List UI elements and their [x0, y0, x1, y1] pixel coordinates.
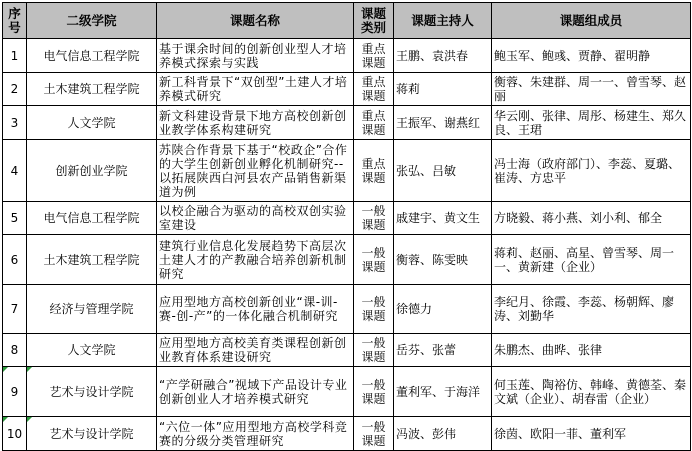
cell-title: 以校企融合为驱动的高校双创实验室建设 — [157, 202, 354, 235]
cell-members: 衡蓉、朱建群、周一一、曾雪琴、赵丽 — [492, 73, 691, 106]
header-host: 课题主持人 — [394, 3, 492, 39]
cell-category: 重点课题 — [354, 106, 394, 140]
cell-title: 苏陕合作背景下基于“校政企”合作的大学生创新创业孵化机制研究--以拓展陕西白河县农产品销售新渠道为例 — [157, 140, 354, 202]
cell-host: 蒋莉 — [394, 73, 492, 106]
table-row — [3, 140, 691, 202]
cell-num — [3, 367, 27, 417]
cell-host: 冯波、彭伟 — [394, 417, 492, 451]
cell-members: 李纪月、徐霞、李蕊、杨朝辉、廖涛、刘勤华 — [492, 285, 691, 334]
cell-title: 应用型地方高校创新创业“课-训-赛-创-产”的一体化融合机制研究 — [157, 285, 354, 334]
cell-title: “产学研融合”视域下产品设计专业创新创业人才培养模式研究 — [157, 367, 354, 417]
cell-host: 戚建宇、黄文生 — [394, 202, 492, 235]
cell-title: 应用型地方高校美育类课程创新创业教育体系建设研究 — [157, 334, 354, 367]
cell-members: 华云刚、张律、周彤、杨建生、郑久良、王珺 — [492, 106, 691, 140]
cell-college: 土木建筑工程学院 — [27, 73, 157, 106]
table-row — [3, 235, 691, 285]
cell-members: 蒋莉、赵丽、高星、曾雪琴、周一一、黄新建（企业） — [492, 235, 691, 285]
cell-college: 人文学院 — [27, 334, 157, 367]
cell-college: 电气信息工程学院 — [27, 202, 157, 235]
cell-college — [27, 367, 157, 417]
table-row — [3, 73, 691, 106]
header-members: 课题组成员 — [492, 3, 691, 39]
table-row — [3, 367, 691, 417]
cell-members: 朱鹏杰、曲晔、张律 — [492, 334, 691, 367]
project-table — [2, 2, 691, 451]
cell-members: 徐茵、欧阳一菲、董利军 — [492, 417, 691, 451]
cell-category: 重点课题 — [354, 140, 394, 202]
comment-marker — [3, 367, 8, 372]
cell-category: 一般课题 — [354, 367, 394, 417]
cell-members: 方晓毅、蒋小燕、刘小利、郁全 — [492, 202, 691, 235]
cell-title: “六位一体”应用型地方高校学科竞赛的分级分类管理研究 — [157, 417, 354, 451]
cell-num-text: 10 — [6, 426, 23, 441]
cell-title: 基于课余时间的创新创业型人才培养模式探索与实践 — [157, 39, 354, 73]
cell-members: 鲍玉军、鲍彧、贾静、翟明静 — [492, 39, 691, 73]
cell-title: 建筑行业信息化发展趋势下高层次土建人才的产教融合培养创新机制研究 — [157, 235, 354, 285]
cell-category: 一般课题 — [354, 202, 394, 235]
cell-college: 人文学院 — [27, 106, 157, 140]
cell-host: 岳芬、张蕾 — [394, 334, 492, 367]
cell-college-text: 艺术与设计学院 — [49, 426, 134, 441]
header-category: 课题类别 — [354, 3, 394, 39]
cell-college: 创新创业学院 — [27, 140, 157, 202]
cell-num: 2 — [3, 73, 27, 106]
cell-num-text: 9 — [10, 384, 19, 399]
cell-college: 电气信息工程学院 — [27, 39, 157, 73]
header-title: 课题名称 — [157, 3, 354, 39]
cell-category: 一般课题 — [354, 235, 394, 285]
header-num: 序号 — [3, 3, 27, 39]
cell-host: 徐德力 — [394, 285, 492, 334]
cell-host: 张弘、吕敏 — [394, 140, 492, 202]
cell-host: 衡蓉、陈雯映 — [394, 235, 492, 285]
cell-category: 重点课题 — [354, 39, 394, 73]
comment-marker — [3, 417, 8, 422]
cell-title: 新文科建设背景下地方高校创新创业教学体系构建研究 — [157, 106, 354, 140]
cell-num: 4 — [3, 140, 27, 202]
cell-college-text: 艺术与设计学院 — [49, 384, 134, 399]
cell-num: 8 — [3, 334, 27, 367]
cell-college: 土木建筑工程学院 — [27, 235, 157, 285]
header-college: 二级学院 — [27, 3, 157, 39]
cell-category: 一般课题 — [354, 285, 394, 334]
comment-marker — [27, 367, 32, 372]
cell-num: 7 — [3, 285, 27, 334]
cell-category: 重点课题 — [354, 73, 394, 106]
cell-category: 一般课题 — [354, 334, 394, 367]
cell-category: 一般课题 — [354, 417, 394, 451]
cell-members: 冯士海（政府部门）、李蕊、夏璐、崔涛、方忠平 — [492, 140, 691, 202]
table-row — [3, 202, 691, 235]
table-row — [3, 106, 691, 140]
table-row — [3, 39, 691, 73]
cell-num: 5 — [3, 202, 27, 235]
comment-marker — [27, 417, 32, 422]
table-row — [3, 285, 691, 334]
cell-college: 经济与管理学院 — [27, 285, 157, 334]
header-row — [3, 3, 691, 39]
cell-host: 王振军、谢燕红 — [394, 106, 492, 140]
cell-num — [3, 417, 27, 451]
cell-college — [27, 417, 157, 451]
cell-title: 新工科背景下“双创型”土建人才培养模式研究 — [157, 73, 354, 106]
table-row — [3, 417, 691, 451]
table-row — [3, 334, 691, 367]
cell-host: 董利军、于海洋 — [394, 367, 492, 417]
cell-num: 3 — [3, 106, 27, 140]
cell-members: 何玉莲、陶裕仿、韩峰、黄德荃、秦文斌（企业）、胡春雷（企业） — [492, 367, 691, 417]
cell-num: 1 — [3, 39, 27, 73]
cell-host: 王鹏、袁洪春 — [394, 39, 492, 73]
cell-num: 6 — [3, 235, 27, 285]
